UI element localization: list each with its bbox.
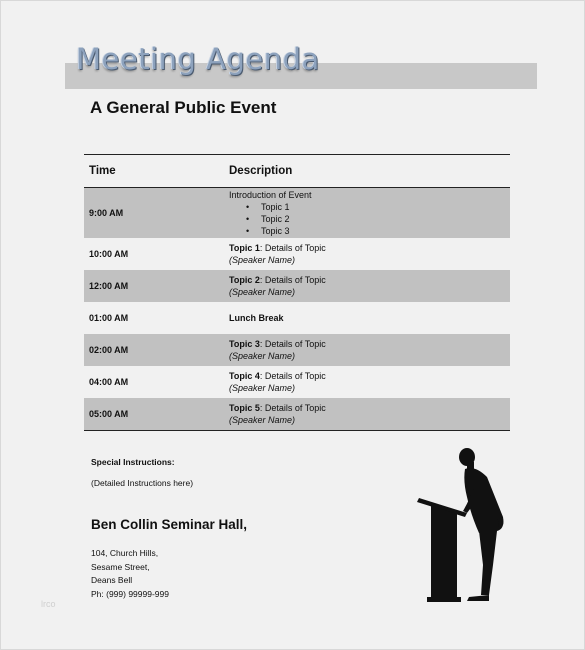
speaker-name: (Speaker Name) (229, 415, 296, 425)
address-line: Deans Bell (91, 575, 133, 585)
topic-label: Topic 3 (229, 339, 260, 349)
agenda-description (229, 312, 510, 324)
time-column-header: Time (89, 165, 116, 177)
topic-item: • Topic 1 (261, 201, 510, 213)
address-line: Ph: (999) 99999-999 (91, 588, 169, 599)
speaker-name: (Speaker Name) (229, 383, 296, 393)
agenda-time: 01:00 AM (89, 313, 129, 323)
agenda-time: 04:00 AM (89, 377, 129, 387)
agenda-description (229, 370, 510, 394)
speaker-at-podium-silhouette-icon (415, 445, 515, 610)
topic-list (229, 201, 510, 237)
agenda-row (84, 302, 510, 334)
agenda-time: 9:00 AM (89, 208, 124, 218)
break-label: Lunch Break (229, 313, 284, 323)
topic-item: • Topic 3 (261, 225, 510, 237)
venue-name: Ben Collin Seminar Hall, (91, 517, 248, 532)
topic-label: Topic 4 (229, 371, 260, 381)
agenda-row (84, 366, 510, 398)
description-column-header: Description (229, 165, 293, 177)
page-title: Meeting Agenda (76, 42, 320, 76)
topic-details: : Details of Topic (259, 371, 326, 381)
agenda-description (229, 402, 510, 426)
topic-label: Topic 1 (229, 243, 260, 253)
intro-text: Introduction of Event (229, 190, 312, 200)
topic-details: : Details of Topic (259, 403, 326, 413)
agenda-header-row (84, 155, 510, 188)
agenda-table (84, 154, 510, 431)
agenda-row (84, 398, 510, 430)
watermark: lrco (41, 599, 56, 609)
speaker-name: (Speaker Name) (229, 287, 296, 297)
address-line: Sesame Street, (91, 561, 150, 572)
topic-label: Topic 2 (229, 275, 260, 285)
topic-item: • Topic 2 (261, 213, 510, 225)
topic-details: : Details of Topic (259, 243, 326, 253)
speaker-name: (Speaker Name) (229, 255, 296, 265)
agenda-row (84, 238, 510, 270)
agenda-description (229, 274, 510, 298)
agenda-row (84, 270, 510, 302)
address-line: 104, Church Hills, (91, 548, 159, 558)
agenda-time: 10:00 AM (89, 249, 129, 259)
agenda-time: 12:00 AM (89, 281, 129, 291)
topic-label: Topic 5 (229, 403, 260, 413)
special-instructions-label: Special Instructions: (91, 457, 175, 467)
topic-details: : Details of Topic (259, 339, 326, 349)
agenda-description (229, 242, 510, 266)
agenda-row (84, 334, 510, 366)
speaker-name: (Speaker Name) (229, 351, 296, 361)
page-subtitle: A General Public Event (90, 98, 277, 117)
agenda-time: 05:00 AM (89, 409, 129, 419)
venue-address (91, 547, 169, 601)
agenda-row (84, 188, 510, 238)
agenda-description (229, 338, 510, 362)
agenda-time: 02:00 AM (89, 345, 129, 355)
agenda-description (229, 189, 510, 237)
special-instructions-text: (Detailed Instructions here) (91, 478, 194, 488)
topic-details: : Details of Topic (259, 275, 326, 285)
